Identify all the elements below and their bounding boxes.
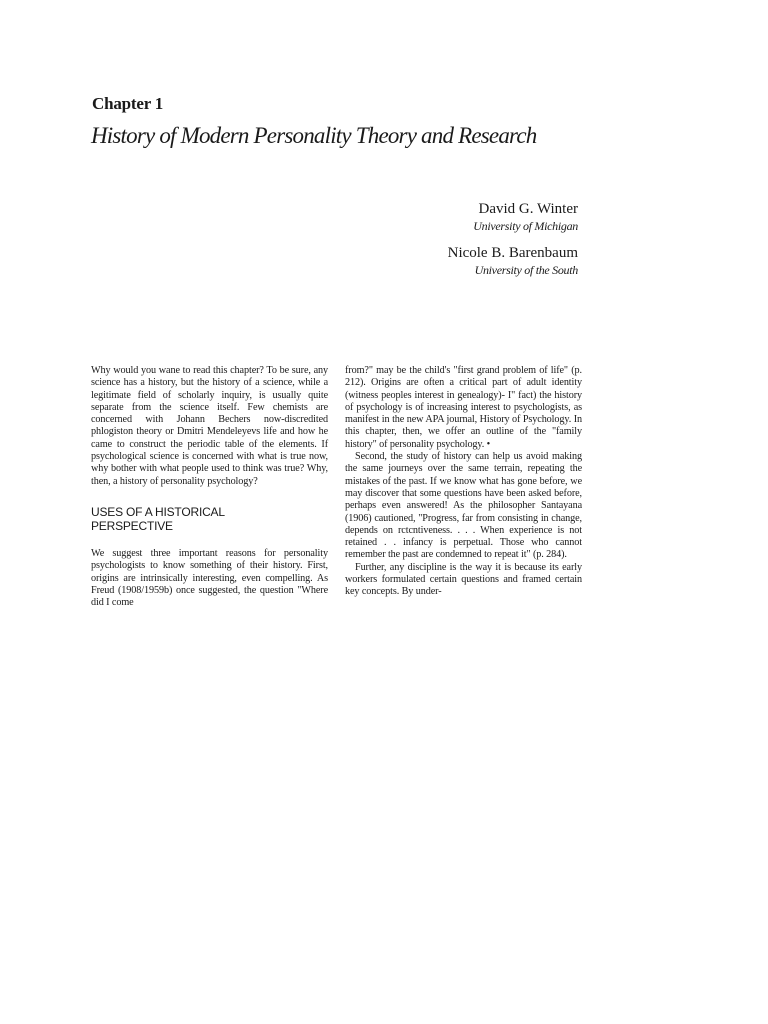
author-affiliation: University of Michigan: [473, 219, 578, 233]
intro-paragraph: Why would you wane to read this chapter? To be sure, any science has a history, but the history of a science, while a legitimate field of scholarly inquiry, is usually quite separate from the science itself. Few chemists are concerned with Johann Bechers now-discredited phlogiston theory or Dmitri Mendeleyevs life and how he came to construct the periodic table of the elements. If psychological science is concerned with what is true now, why bother with what people used to think was true? Why, then, a history of personality psychology?: [91, 365, 328, 487]
author-block: [473, 200, 578, 234]
body-paragraph: Second, the study of history can help us avoid making the same journeys over the same terrain, repeating the mistakes of the past. If we know what has gone before, we may discover that some questions have been asked before, perhaps even answered! As the philosopher Santayana (1906) cautioned, "Progress, far from consisting in change, depends on rctcntiveness. . . . When experience is not retained . . infancy is perpetual. Those who cannot remember the past are condemned to repeat it" (p. 284).: [345, 451, 582, 561]
body-paragraph: We suggest three important reasons for personality psychologists to know something of their history. First, origins are intrinsically interesting, even compelling. As Freud (1908/1959b) once suggested, the question "Where did I come: [91, 547, 328, 609]
author-name: David G. Winter: [478, 201, 578, 217]
chapter-label: Chapter 1: [92, 94, 164, 113]
author-block: [448, 244, 578, 278]
author-affiliation: University of the South: [474, 263, 578, 277]
body-paragraph: from?" may be the child's "first grand problem of life" (p. 212). Origins are often a critical part of adult identity (witness peoples interest in genealogy)- I" fact) the history of psychology is of increasing interest to psychologists, as manifest in the new APA journal, History of Psychology. In this chapter, then, we offer an outline of the "family history" of personality psychology. •: [345, 365, 582, 450]
left-column: [91, 365, 328, 609]
author-name: Nicole B. Barenbaum: [447, 245, 578, 261]
section-heading: USES OF A HISTORICAL PERSPECTIVE: [91, 504, 225, 533]
right-column: [345, 365, 582, 599]
body-paragraph: Further, any discipline is the way it is because its early workers formulated certain questions and framed certain key concepts. By under-: [345, 561, 582, 598]
chapter-title: History of Modern Personality Theory and Research: [91, 123, 537, 148]
